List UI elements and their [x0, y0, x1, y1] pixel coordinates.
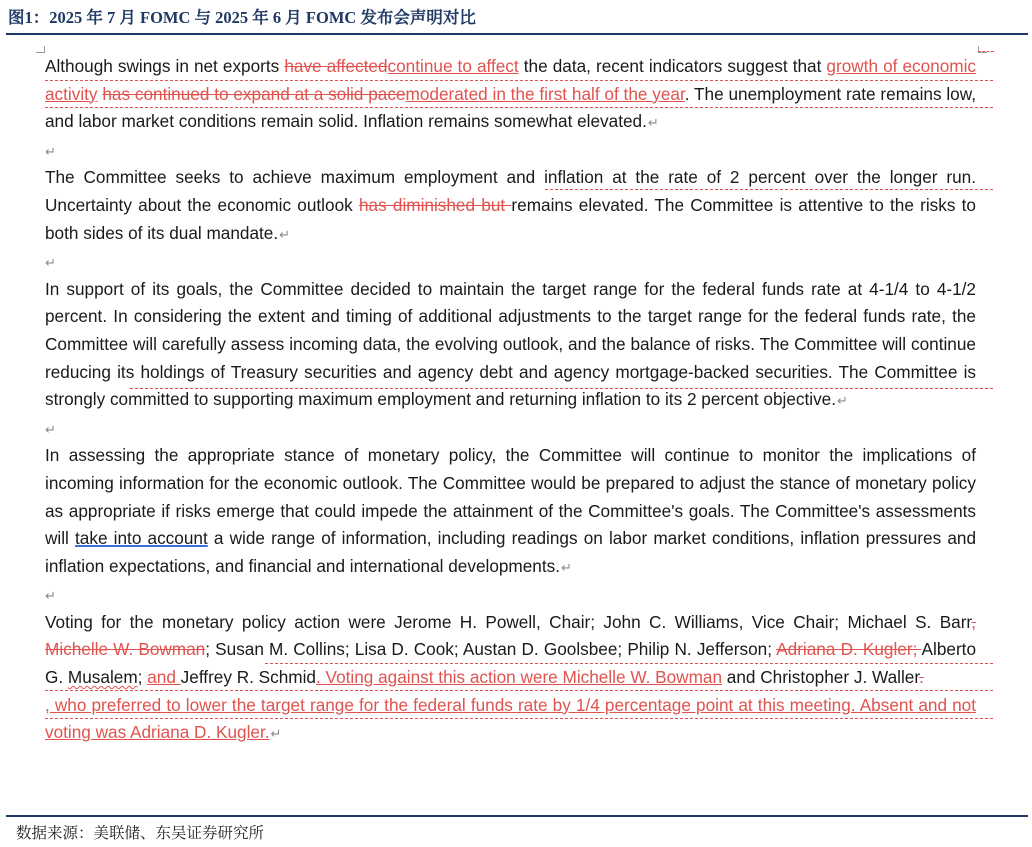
spelling-flag: Musalem [67, 667, 138, 688]
change-marker [978, 51, 994, 52]
paragraph-outlook: Although swings in net exports have affectedcontinue to affect the data, recent indicators suggest that growth of economic activity has continued to expand at a solid pacemoderated in the first half of the year. The unemployment rate remains low, and labor market conditions remain solid. Inflation remains somewhat elevated.↵ [45, 56, 977, 132]
change-line [545, 189, 993, 190]
inserted-text: moderated in the first half of the year [405, 83, 685, 104]
paragraph-voting: Voting for the monetary policy action were Jerome H. Powell, Chair; John C. Williams, Vice Chair; Michael S. Barr, Michelle W. Bowman; Susan M. Collins; Lisa D. Cook; Austan D. Goolsbee; Philip N. Jefferson; Adriana D. Kugler; Alberto G. Musalem; and Jeffrey R. Schmid. Voting against this action were Michelle W. Bowman and Christopher J. Waller. [45, 611, 977, 688]
grammar-flag: take into account [75, 528, 208, 549]
change-line [265, 663, 993, 664]
change-line [45, 107, 993, 108]
deleted-text: Adriana D. Kugler; [776, 639, 922, 660]
empty-paragraph: ↵ [45, 143, 56, 159]
inserted-text: and [147, 667, 181, 688]
change-line [130, 388, 993, 389]
inserted-text: continue to affect [387, 56, 519, 76]
paragraph-mark: ↵ [837, 393, 848, 409]
figure-title: 图1：2025 年 7 月 FOMC 与 2025 年 6 月 FOMC 发布会声明对比 [8, 8, 476, 27]
paragraph-mandate: The Committee seeks to achieve maximum employment and inflation at the rate of 2 percent over the longer run. Uncertainty about the economic outlook has diminished but remains elevated. The Committee is attentive to the risks to both sides of its dual mandate.↵ [45, 167, 976, 243]
paragraph-dissent [45, 692, 976, 748]
inserted-text: growth of economic activity [45, 56, 977, 104]
paragraph-mark: ↵ [647, 115, 659, 131]
deleted-text: have affected [284, 56, 388, 76]
paragraph-mark: ↵ [270, 726, 282, 742]
deleted-text: has continued to expand at a solid pace [102, 83, 406, 104]
paragraph-assessment: In assessing the appropriate stance of monetary policy, the Committee will continue to monitor the implications of incoming information for the economic outlook. The Committee would be prepared to adjust the stance of monetary policy as appropriate if risks emerge that could impede the attainment of the Committee's goals. The Committee's assessments will take into account a wide range of information, including readings on labor market conditions, inflation pressures and inflation expectations, and financial and international developments.↵ [45, 445, 976, 576]
deleted-text: , Michelle W. Bowman [45, 611, 976, 660]
empty-paragraph: ↵ [45, 255, 56, 271]
crop-mark-left [36, 46, 45, 53]
change-line [45, 718, 993, 719]
statement-comparison [45, 53, 976, 748]
deleted-text: . [919, 667, 924, 688]
bottom-rule [6, 815, 1028, 817]
inserted-text: . Voting against this action were Michelle W. Bowman [316, 667, 723, 688]
source-note: 数据来源：美联储、东吴证券研究所 [16, 824, 265, 842]
empty-paragraph: ↵ [45, 421, 56, 437]
change-line [45, 80, 993, 81]
paragraph-mark: ↵ [561, 559, 572, 575]
empty-paragraph: ↵ [45, 588, 56, 604]
paragraph-policy-decision: In support of its goals, the Committee decided to maintain the target range for the federal funds rate at 4-1/4 to 4-1/2 percent. In considering the extent and timing of additional adjustments to the target range for the federal funds rate, the Committee will carefully assess incoming data, the evolving outlook, and the balance of risks. The Committee will continue reducing its holdings of Treasury securities and agency debt and agency mortgage-backed securities. The Committee is strongly committed to supporting maximum employment and returning inflation to its 2 percent objective.↵ [45, 278, 976, 410]
deleted-text: has diminished but [358, 194, 512, 215]
change-line [45, 690, 993, 691]
inserted-text: , who preferred to lower the target range for the federal funds rate by 1/4 percentage point at this meeting. Absent and not voting was Adriana D. Kugler. [45, 694, 976, 743]
top-rule [6, 33, 1028, 35]
paragraph-mark: ↵ [279, 226, 291, 242]
